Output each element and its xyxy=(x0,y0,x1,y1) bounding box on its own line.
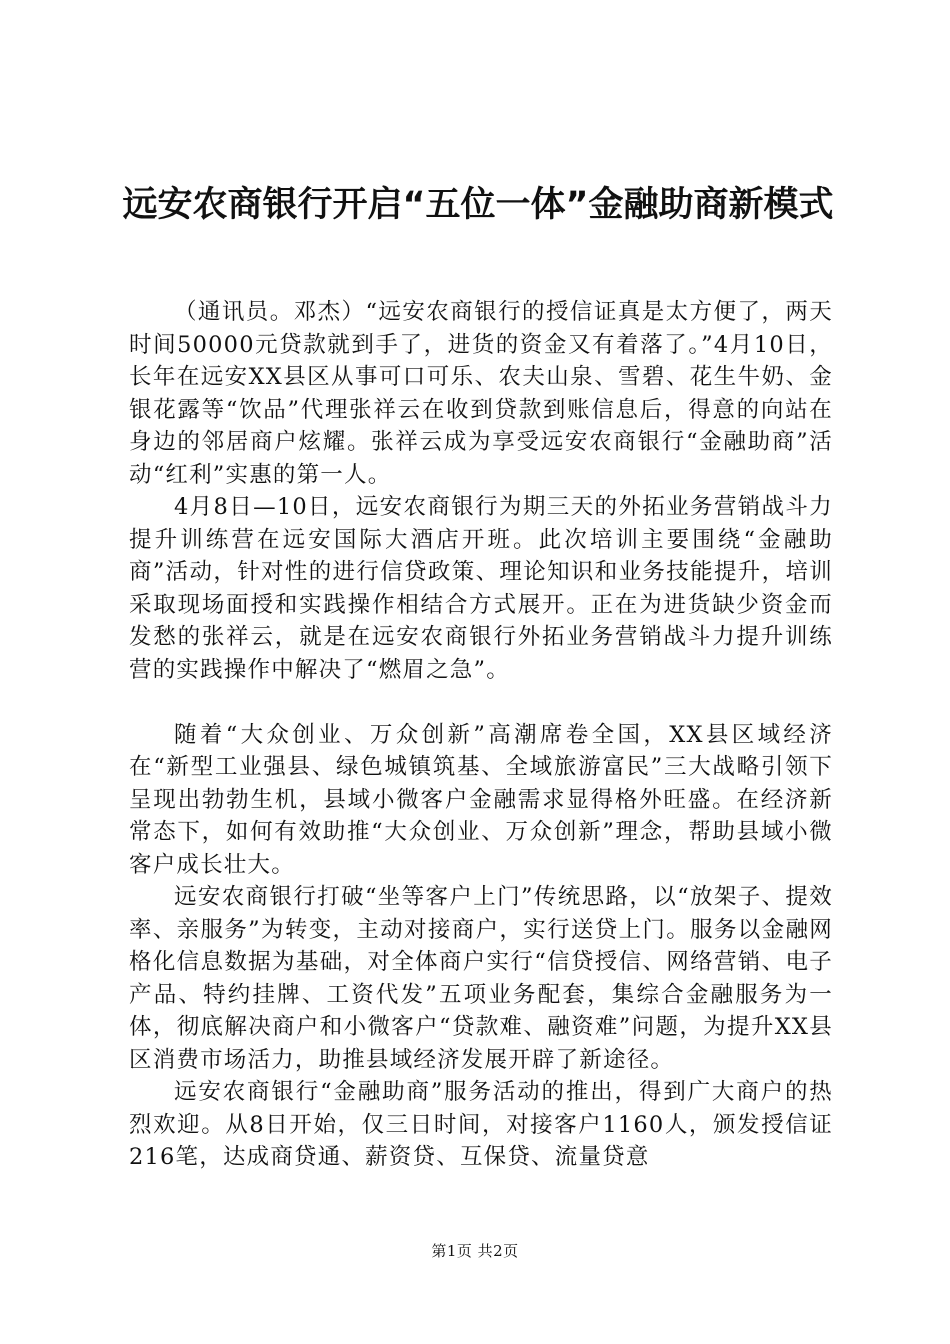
paragraph-5: 远安农商银行“金融助商”服务活动的推出，得到广大商户的热烈欢迎。从8日开始，仅三日时间，对接客户1160人，颁发授信证216笔，达成商贷通、薪资贷、互保贷、流量贷意 xyxy=(129,1079,833,1170)
paragraph-4: 远安农商银行打破“坐等客户上门”传统思路，以“放架子、提效率、亲服务”为转变，主动对接商户，实行送贷上门。服务以金融网格化信息数据为基础，对全体商户实行“信贷授信、网络营销、电子产品、特约挂牌、工资代发”五项业务配套，集综合金融服务为一体，彻底解决商户和小微客户“贷款难、融资难”问题，为提升XX县区消费市场活力，助推县域经济发展开辟了新途径。 xyxy=(129,884,833,1073)
document-title: 远安农商银行开启“五位一体”金融助商新模式 xyxy=(122,185,834,225)
page-footer: 第1页 共2页 xyxy=(431,1242,519,1260)
paragraph-1: （通讯员。邓杰）“远安农商银行的授信证真是太方便了，两天时间50000元贷款就到手了，进货的资金又有着落了。”4月10日，长年在远安XX县区从事可口可乐、农夫山泉、雪碧、花生牛奶、金银花露等“饮品”代理张祥云在收到贷款到账信息后，得意的向站在身边的邻居商户炫耀。张祥云成为享受远安农商银行“金融助商”活动“红利”实惠的第一人。 xyxy=(129,299,833,488)
document-body xyxy=(129,296,833,1174)
blank-line xyxy=(129,686,833,719)
paragraph-2: 4月8日—10日，远安农商银行为期三天的外拓业务营销战斗力提升训练营在远安国际大酒店开班。此次培训主要围绕“金融助商”活动，针对性的进行信贷政策、理论知识和业务技能提升，培训采取现场面授和实践操作相结合方式展开。正在为进货缺少资金而发愁的张祥云，就是在远安农商银行外拓业务营销战斗力提升训练营的实践操作中解决了“燃眉之急”。 xyxy=(129,494,833,683)
paragraph-3: 随着“大众创业、万众创新”高潮席卷全国，XX县区域经济在“新型工业强县、绿色城镇筑基、全域旅游富民”三大战略引领下呈现出勃勃生机，县域小微客户金融需求显得格外旺盛。在经济新常态下，如何有效助推“大众创业、万众创新”理念，帮助县域小微客户成长壮大。 xyxy=(129,721,833,878)
